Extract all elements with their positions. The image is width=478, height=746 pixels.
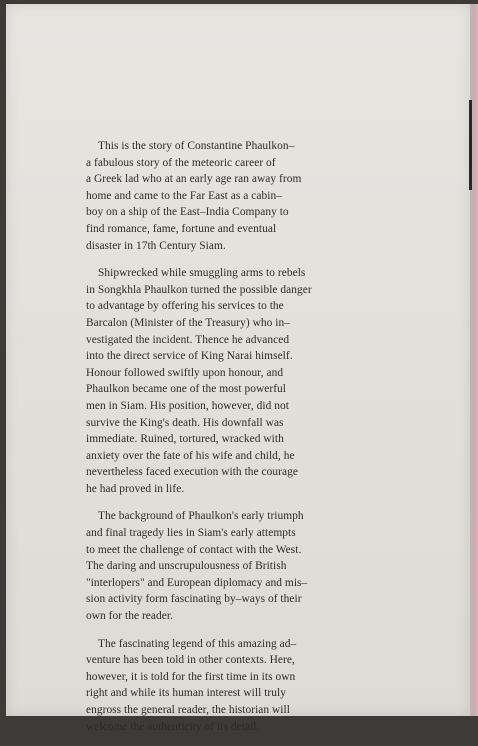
paragraph-2 [86,265,346,497]
text-line: find romance, fame, fortune and eventual [86,222,277,235]
text-line: right and while its human interest will truly [86,687,286,700]
text-line: vestigated the incident. Thence he advanced [86,333,290,346]
text-line: into the direct service of King Narai himself. [86,350,293,363]
text-line: anxiety over the fate of his wife and child, he [86,449,295,462]
paragraph-1 [86,138,346,254]
text-line: The background of Phaulkon's early triumph [98,510,304,523]
text-line: in Songkhla Phaulkon turned the possible danger [86,283,312,296]
text-line: boy on a ship of the East–India Company to [86,206,289,219]
text-line: own for the reader. [86,610,173,623]
text-line: Barcalon (Minister of the Treasury) who in– [86,316,290,329]
text-line: survive the King's death. His downfall was [86,416,284,429]
text-line: however, it is told for the first time in its own [86,670,296,683]
text-line: Phaulkon became one of the most powerful [86,383,287,396]
text-line: to advantage by offering his services to the [86,300,284,313]
text-line: This is the story of Constantine Phaulkon– [98,140,295,152]
text-line: men in Siam. His position, however, did not [86,399,289,412]
text-line: a fabulous story of the meteoric career of [86,156,276,169]
text-line: venture has been told in other contexts. Here, [86,654,295,667]
text-line: a Greek lad who at an early age ran away from [86,173,302,186]
text-line: welcome the authenticity of its detail. [86,720,260,733]
text-line: engross the general reader, the historian will [86,704,290,716]
text-line: immediate. Ruined, tortured, wracked with [86,433,284,446]
text-line: sion activity form fascinating by–ways of their [86,593,302,606]
text-line: disaster in 17th Century Siam. [86,239,226,252]
text-line: nevertheless faced execution with the courage [86,466,298,479]
text-line: Honour followed swiftly upon honour, and [86,366,284,379]
text-line: he had proved in life. [86,482,185,495]
text-line: to meet the challenge of contact with the West. [86,543,302,556]
text-line: Shipwrecked while smuggling arms to rebels [98,267,306,280]
text-line: home and came to the Far East as a cabin– [86,189,282,202]
paragraph-3 [86,508,346,624]
text-line: "interlopers" and European diplomacy and mis– [86,576,308,589]
blurb-text [86,138,346,746]
cover-edge-mark [469,100,472,190]
book-back-cover [6,4,470,733]
text-line: The daring and unscrupulousness of British [86,560,287,573]
paragraph-4 [86,636,346,736]
text-line: The fascinating legend of this amazing ad– [98,637,297,650]
text-line: and final tragedy lies in Siam's early attempts [86,527,296,540]
